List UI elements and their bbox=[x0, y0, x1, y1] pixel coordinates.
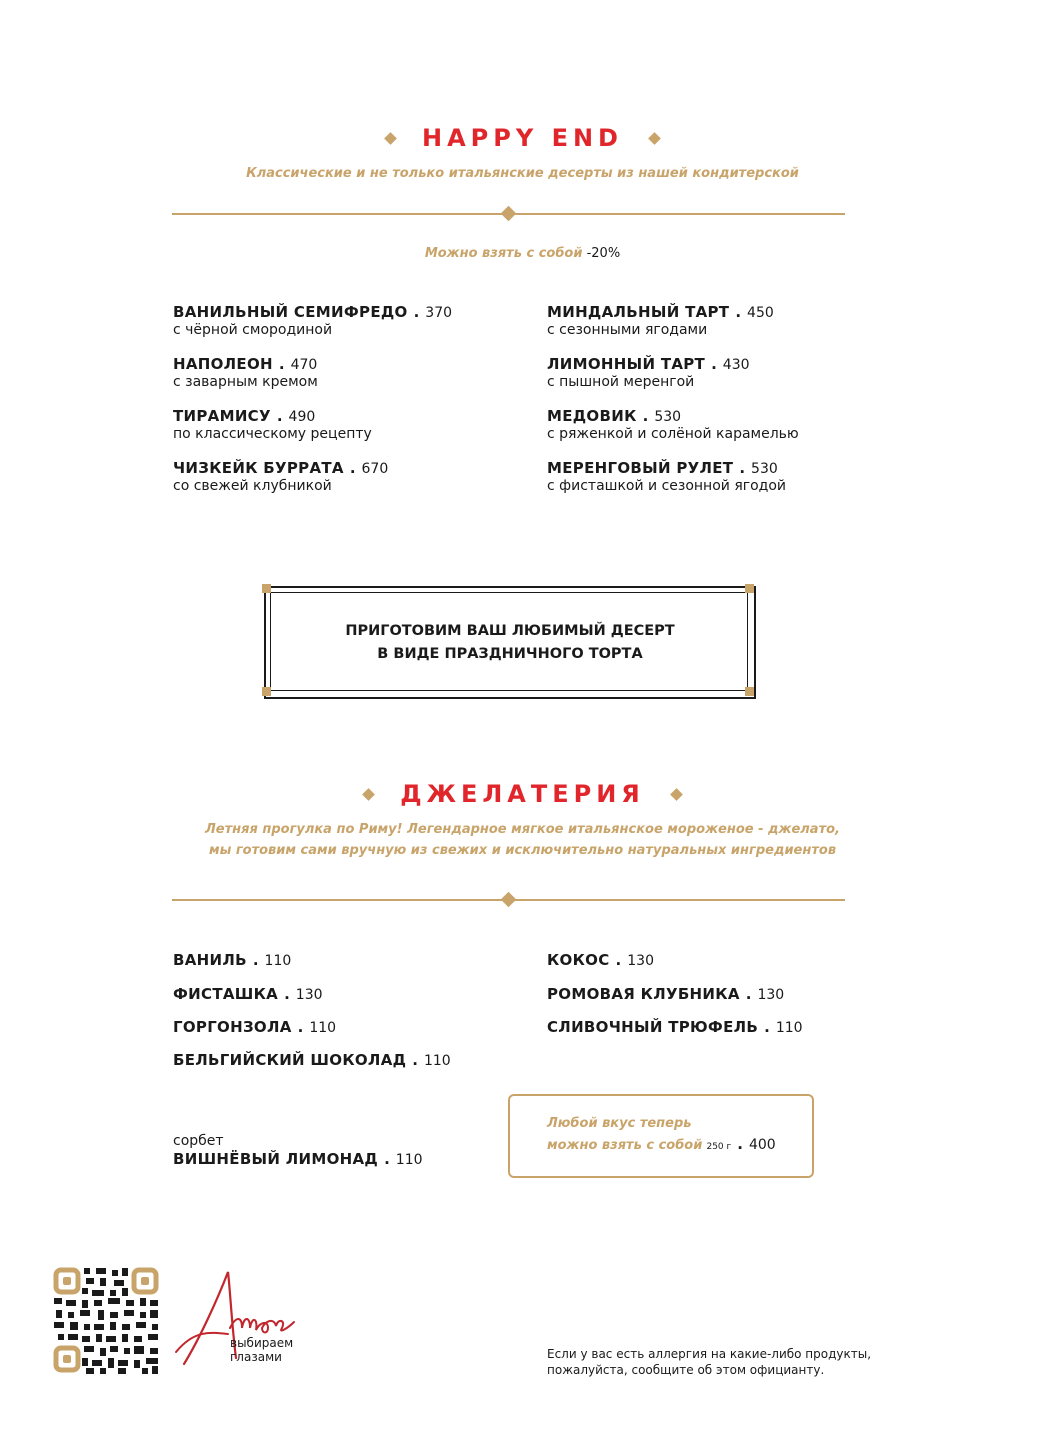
corner-ornament-icon bbox=[262, 584, 271, 593]
item-price: 670 bbox=[361, 461, 389, 477]
item-description: с фисташкой и сезонной ягодой bbox=[547, 478, 787, 494]
takeaway-promo-text: Любой вкус теперь можно взять с собой 250 г . 400 bbox=[547, 1116, 776, 1153]
cake-banner-text bbox=[264, 620, 756, 666]
sorbet-label: сорбет bbox=[173, 1133, 224, 1149]
diamond-ornament-icon bbox=[648, 132, 661, 145]
corner-ornament-icon bbox=[745, 687, 754, 696]
takeaway-note bbox=[0, 246, 1045, 261]
item-description: по классическому рецепту bbox=[173, 426, 372, 442]
menu-item: КОКОС . 130 bbox=[547, 951, 654, 969]
item-name: ГОРГОНЗОЛА bbox=[173, 1018, 292, 1036]
item-price: 490 bbox=[288, 409, 316, 425]
menu-item: ГОРГОНЗОЛА . 110 bbox=[173, 1018, 337, 1036]
happy-end-subtitle: Классические и не только итальянские десерты из нашей кондитерской bbox=[246, 166, 799, 181]
item-price: 430 bbox=[722, 357, 750, 373]
sorbet-item: сорбет ВИШНЁВЫЙ ЛИМОНАД . 110 bbox=[173, 1133, 423, 1168]
promo-price: 400 bbox=[748, 1137, 776, 1153]
menu-item: РОМОВАЯ КЛУБНИКА . 130 bbox=[547, 985, 785, 1003]
takeaway-discount: -20% bbox=[586, 246, 621, 261]
item-price: 130 bbox=[757, 987, 785, 1003]
gelato-subtitle-line2: мы готовим сами вручную из свежих и исключительно натуральных ингредиентов bbox=[208, 843, 837, 858]
menu-item: ВАНИЛЬ . 110 bbox=[173, 951, 292, 969]
item-name: МЕРЕНГОВЫЙ РУЛЕТ bbox=[547, 459, 734, 477]
item-price: 110 bbox=[423, 1053, 451, 1069]
item-name: МИНДАЛЬНЫЙ ТАРТ bbox=[547, 303, 730, 321]
item-description: с пышной меренгой bbox=[547, 374, 695, 390]
menu-item: ВАНИЛЬНЫЙ СЕМИФРЕДО . 370 с чёрной смородиной bbox=[173, 303, 453, 338]
promo-line2: можно взять с собой bbox=[547, 1138, 703, 1153]
item-price: 110 bbox=[264, 953, 292, 969]
item-price: 110 bbox=[775, 1020, 803, 1036]
happy-end-header bbox=[0, 124, 1045, 152]
item-price: 530 bbox=[654, 409, 682, 425]
item-price: 110 bbox=[309, 1020, 337, 1036]
item-description: с сезонными ягодами bbox=[547, 322, 708, 338]
menu-item: ЧИЗКЕЙК БУРРАТА . 670 со свежей клубникой bbox=[173, 459, 389, 494]
gelato-title: ДЖЕЛАТЕРИЯ bbox=[400, 780, 645, 808]
menu-item: ФИСТАШКА . 130 bbox=[173, 985, 323, 1003]
menu-item: БЕЛЬГИЙСКИЙ ШОКОЛАД . 110 bbox=[173, 1051, 451, 1069]
menu-item: НАПОЛЕОН . 470 с заварным кремом bbox=[173, 355, 318, 390]
happy-end-title: HAPPY END bbox=[422, 124, 623, 152]
promo-weight: 250 г bbox=[706, 1142, 732, 1152]
item-name: БЕЛЬГИЙСКИЙ ШОКОЛАД bbox=[173, 1051, 407, 1069]
item-price: 130 bbox=[627, 953, 654, 969]
menu-item: ЛИМОННЫЙ ТАРТ . 430 с пышной меренгой bbox=[547, 355, 750, 390]
item-price: 470 bbox=[290, 357, 318, 373]
takeaway-label: Можно взять с собой bbox=[424, 246, 583, 261]
item-name: СЛИВОЧНЫЙ ТРЮФЕЛЬ bbox=[547, 1018, 759, 1036]
item-name: ЛИМОННЫЙ ТАРТ bbox=[547, 355, 706, 373]
diamond-ornament-icon bbox=[384, 132, 397, 145]
menu-item: МИНДАЛЬНЫЙ ТАРТ . 450 с сезонными ягодами bbox=[547, 303, 774, 338]
diamond-ornament-icon bbox=[670, 788, 683, 801]
menu-item: СЛИВОЧНЫЙ ТРЮФЕЛЬ . 110 bbox=[547, 1018, 803, 1036]
item-price: 370 bbox=[425, 305, 453, 321]
item-name: НАПОЛЕОН bbox=[173, 355, 273, 373]
item-description: с чёрной смородиной bbox=[173, 322, 333, 338]
promo-line1: Любой вкус теперь bbox=[547, 1116, 692, 1131]
item-price: 110 bbox=[395, 1152, 423, 1168]
diamond-ornament-icon bbox=[501, 892, 517, 908]
item-name: ФИСТАШКА bbox=[173, 985, 279, 1003]
item-description: с заварным кремом bbox=[173, 374, 318, 390]
cake-banner-line2: В ВИДЕ ПРАЗДНИЧНОГО ТОРТА bbox=[377, 646, 643, 662]
menu-item: ТИРАМИСУ . 490 по классическому рецепту bbox=[173, 407, 372, 442]
item-description: с ряженкой и солёной карамелью bbox=[547, 426, 799, 442]
diamond-ornament-icon bbox=[501, 206, 517, 222]
diamond-ornament-icon bbox=[362, 788, 375, 801]
item-name: ЧИЗКЕЙК БУРРАТА bbox=[173, 459, 344, 477]
logo-tagline: выбираем глазами bbox=[230, 1336, 294, 1364]
item-description: со свежей клубникой bbox=[173, 478, 332, 494]
qr-code-icon[interactable] bbox=[52, 1266, 160, 1374]
cake-banner-line1: ПРИГОТОВИМ ВАШ ЛЮБИМЫЙ ДЕСЕРТ bbox=[345, 623, 675, 639]
gelato-header bbox=[0, 780, 1045, 808]
item-price: 530 bbox=[751, 461, 778, 477]
gelato-subtitle-line1: Летняя прогулка по Риму! Легендарное мягкое итальянское мороженое - джелато, bbox=[205, 822, 840, 837]
item-name: ВАНИЛЬ bbox=[173, 951, 247, 969]
corner-ornament-icon bbox=[262, 687, 271, 696]
item-name: ТИРАМИСУ bbox=[173, 407, 271, 425]
menu-item: МЕДОВИК . 530 с ряженкой и солёной карамелью bbox=[547, 407, 799, 442]
item-name: ВАНИЛЬНЫЙ СЕМИФРЕДО bbox=[173, 303, 408, 321]
item-name: ВИШНЁВЫЙ ЛИМОНАД bbox=[173, 1150, 379, 1168]
allergy-notice: Если у вас есть аллергия на какие-либо продукты, пожалуйста, сообщите об этом официанту. bbox=[547, 1347, 872, 1377]
menu-item: МЕРЕНГОВЫЙ РУЛЕТ . 530 с фисташкой и сезонной ягодой bbox=[547, 459, 787, 494]
item-name: РОМОВАЯ КЛУБНИКА bbox=[547, 985, 740, 1003]
item-name: КОКОС bbox=[547, 951, 610, 969]
corner-ornament-icon bbox=[745, 584, 754, 593]
item-price: 450 bbox=[747, 305, 774, 321]
item-name: МЕДОВИК bbox=[547, 407, 637, 425]
item-price: 130 bbox=[295, 987, 323, 1003]
